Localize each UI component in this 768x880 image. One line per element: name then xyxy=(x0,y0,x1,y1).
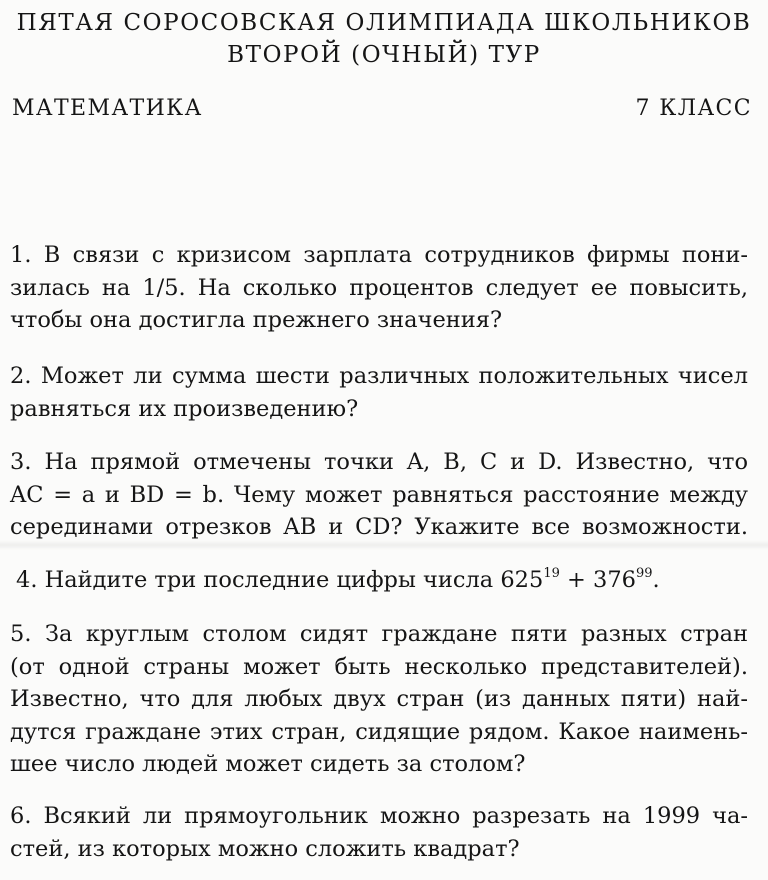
problem-2-line-1: 2. Может ли сумма шести различных положительных чисел xyxy=(10,363,748,389)
subject-label: МАТЕМАТИКА xyxy=(12,96,203,121)
problem-4-base-2: 376 xyxy=(593,567,636,593)
problem-3-line-2: AC = a и BD = b. Чему может равняться расстояние между xyxy=(10,481,748,508)
problem-5-line-5: шее число людей может сидеть за столом? xyxy=(10,751,526,777)
problem-5-line-4: дутся граждане этих стран, сидящие рядом. Какое наимень- xyxy=(10,718,748,745)
problem-4-period: . xyxy=(652,567,660,593)
problem-2-line-2: равняться их произведению? xyxy=(10,395,359,422)
problem-4-exponent-2: 99 xyxy=(635,566,653,581)
problem-1-line-3: чтобы она достигла прежнего значения? xyxy=(10,307,503,333)
problem-1 xyxy=(10,239,748,337)
problem-5-line-1: 5. За круглым столом сидят граждане пяти разных стран xyxy=(10,621,748,647)
problem-6-line-2: стей, из которых можно сложить квадрат? xyxy=(10,835,520,862)
problem-6-line-1: 6. Всякий ли прямоугольник можно разрезать на 1999 ча- xyxy=(10,803,748,829)
problem-3-line-3: серединами отрезков AB и CD? Укажите все возможности. xyxy=(10,514,748,540)
problem-5-line-3: Известно, что для любых двух стран (из данных пяти) най- xyxy=(10,686,748,712)
problem-1-line-2: зилась на 1/5. На сколько процентов следует ее повысить, xyxy=(10,274,748,301)
scan-smudge xyxy=(0,540,768,550)
problem-5 xyxy=(10,618,748,781)
olympiad-title: ПЯТАЯ СОРОСОВСКАЯ ОЛИМПИАДА ШКОЛЬНИКОВ xyxy=(16,10,752,36)
grade-label: 7 КЛАСС xyxy=(635,96,752,121)
problem-4-exponent-1: 19 xyxy=(543,566,560,581)
problem-5-line-2: (от одной страны может быть несколько представителей). xyxy=(10,653,748,680)
problem-2 xyxy=(10,360,748,425)
problem-6 xyxy=(10,800,748,865)
problem-4 xyxy=(16,564,754,597)
problem-4-base-1: 625 xyxy=(500,567,544,593)
problem-4-plus: + xyxy=(559,567,594,593)
round-title: ВТОРОЙ (ОЧНЫЙ) ТУР xyxy=(227,42,541,68)
problem-3 xyxy=(10,446,748,544)
problem-1-line-1: 1. В связи с кризисом зарплата сотрудников фирмы пони- xyxy=(10,242,748,268)
problem-3-line-1: 3. На прямой отмечены точки A, B, C и D. Известно, что xyxy=(10,449,748,475)
problem-4-text: 4. Найдите три последние цифры числа xyxy=(16,567,501,593)
